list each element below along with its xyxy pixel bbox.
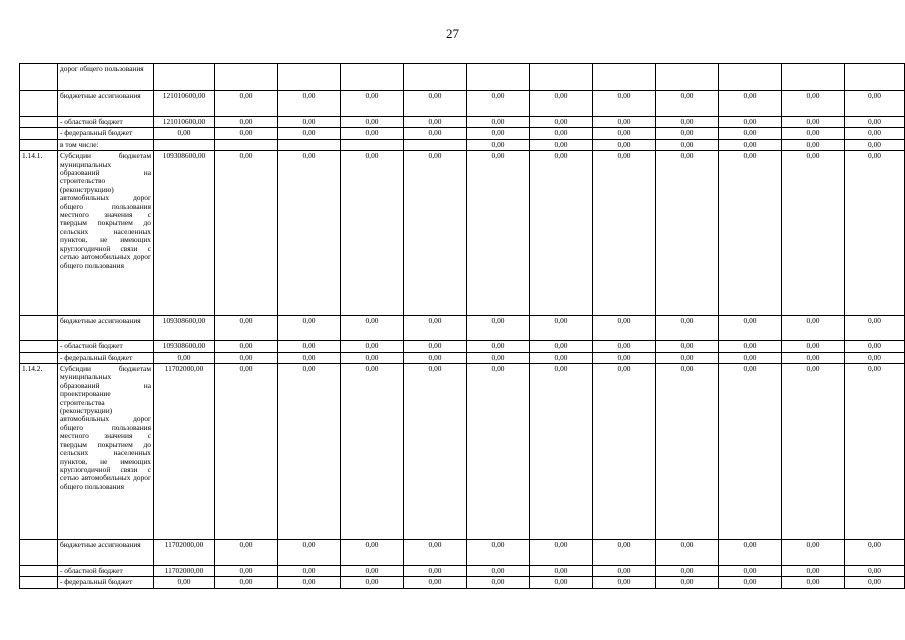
value-cell: 0,00 <box>278 341 341 352</box>
value-cell: 0,00 <box>404 91 467 117</box>
value-cell: 0,00 <box>719 117 782 128</box>
value-cell: 0,00 <box>278 566 341 577</box>
value-cell <box>530 64 593 91</box>
row-code-cell <box>20 139 58 150</box>
value-cell: 0,00 <box>782 139 845 150</box>
row-total-cell: 11702000,00 <box>154 566 215 577</box>
value-cell: 0,00 <box>593 128 656 139</box>
value-cell: 0,00 <box>341 364 404 540</box>
value-cell: 0,00 <box>215 566 278 577</box>
value-cell: 0,00 <box>593 151 656 316</box>
row-code-cell <box>20 316 58 341</box>
value-cell: 0,00 <box>467 566 530 577</box>
value-cell: 0,00 <box>404 364 467 540</box>
row-code-cell <box>20 540 58 566</box>
value-cell: 0,00 <box>845 341 905 352</box>
value-cell: 0,00 <box>341 352 404 363</box>
value-cell: 0,00 <box>656 91 719 117</box>
row-name-cell: бюджетные ассигнования <box>58 316 154 341</box>
row-code-cell <box>20 341 58 352</box>
value-cell: 0,00 <box>215 341 278 352</box>
value-cell: 0,00 <box>719 352 782 363</box>
value-cell: 0,00 <box>782 316 845 341</box>
row-name-cell: Субсидии бюджетам муниципальных образований на проектирование строительства (реконструкции) автомобильных дорог общего пользования местного значения с твердым покрытием до сельских населенных пунктов, не имеющих круглогодичной связи с сетью автомобильных дорог общего пользования <box>58 364 154 540</box>
value-cell: 0,00 <box>467 341 530 352</box>
value-cell: 0,00 <box>278 540 341 566</box>
value-cell: 0,00 <box>530 128 593 139</box>
row-code-cell <box>20 91 58 117</box>
value-cell: 0,00 <box>845 364 905 540</box>
value-cell: 0,00 <box>341 91 404 117</box>
table-row <box>20 316 905 341</box>
value-cell: 0,00 <box>593 352 656 363</box>
row-name-cell: дорог общего пользования <box>58 64 154 91</box>
value-cell: 0,00 <box>467 316 530 341</box>
value-cell: 0,00 <box>782 364 845 540</box>
value-cell: 0,00 <box>530 364 593 540</box>
table-row <box>20 91 905 117</box>
value-cell <box>782 64 845 91</box>
row-name-cell: - федеральный бюджет <box>58 352 154 363</box>
page-number: 27 <box>446 26 459 41</box>
value-cell: 0,00 <box>845 316 905 341</box>
value-cell <box>341 64 404 91</box>
value-cell <box>278 64 341 91</box>
value-cell: 0,00 <box>719 577 782 588</box>
value-cell: 0,00 <box>719 91 782 117</box>
row-total-cell: 11702000,00 <box>154 364 215 540</box>
value-cell: 0,00 <box>782 577 845 588</box>
value-cell: 0,00 <box>215 577 278 588</box>
row-name-cell: Субсидии бюджетам муниципальных образований на строительство (реконструкцию) автомобильных дорог общего пользования местного значения с твердым покрытием до сельских населенных пунктов, не имеющих круглогодичной связи с сетью автомобильных дорог общего пользования <box>58 151 154 316</box>
value-cell: 0,00 <box>845 117 905 128</box>
value-cell: 0,00 <box>341 540 404 566</box>
row-code-cell <box>20 128 58 139</box>
row-total-cell: 109308600,00 <box>154 316 215 341</box>
row-total-cell <box>154 64 215 91</box>
value-cell: 0,00 <box>530 341 593 352</box>
budget-table <box>19 63 905 589</box>
value-cell: 0,00 <box>467 577 530 588</box>
value-cell: 0,00 <box>341 128 404 139</box>
table-row <box>20 151 905 316</box>
table-row <box>20 64 905 91</box>
row-total-cell: 121010600,00 <box>154 91 215 117</box>
table-row <box>20 341 905 352</box>
value-cell: 0,00 <box>404 151 467 316</box>
value-cell: 0,00 <box>719 341 782 352</box>
value-cell: 0,00 <box>845 352 905 363</box>
value-cell: 0,00 <box>341 566 404 577</box>
value-cell: 0,00 <box>404 566 467 577</box>
value-cell: 0,00 <box>215 352 278 363</box>
value-cell: 0,00 <box>404 577 467 588</box>
row-total-cell: 0,00 <box>154 128 215 139</box>
table-row <box>20 540 905 566</box>
table-row <box>20 139 905 150</box>
table-row <box>20 128 905 139</box>
value-cell: 0,00 <box>215 128 278 139</box>
value-cell: 0,00 <box>593 139 656 150</box>
row-code-cell <box>20 352 58 363</box>
value-cell: 0,00 <box>467 364 530 540</box>
value-cell: 0,00 <box>656 341 719 352</box>
value-cell: 0,00 <box>278 128 341 139</box>
row-name-cell: - областной бюджет <box>58 341 154 352</box>
value-cell: 0,00 <box>278 91 341 117</box>
value-cell: 0,00 <box>845 540 905 566</box>
value-cell: 0,00 <box>530 352 593 363</box>
value-cell: 0,00 <box>719 364 782 540</box>
value-cell <box>215 64 278 91</box>
value-cell: 0,00 <box>782 540 845 566</box>
value-cell: 0,00 <box>845 91 905 117</box>
value-cell: 0,00 <box>530 151 593 316</box>
value-cell: 0,00 <box>782 352 845 363</box>
value-cell <box>215 139 278 150</box>
row-name-cell: в том числе: <box>58 139 154 150</box>
value-cell: 0,00 <box>593 117 656 128</box>
value-cell: 0,00 <box>719 566 782 577</box>
value-cell: 0,00 <box>530 566 593 577</box>
value-cell: 0,00 <box>593 341 656 352</box>
value-cell <box>278 139 341 150</box>
value-cell: 0,00 <box>593 540 656 566</box>
value-cell: 0,00 <box>656 540 719 566</box>
value-cell: 0,00 <box>341 151 404 316</box>
value-cell <box>656 64 719 91</box>
value-cell: 0,00 <box>404 341 467 352</box>
value-cell <box>719 64 782 91</box>
row-name-cell: - областной бюджет <box>58 566 154 577</box>
value-cell: 0,00 <box>530 577 593 588</box>
value-cell: 0,00 <box>656 117 719 128</box>
value-cell: 0,00 <box>341 117 404 128</box>
row-total-cell <box>154 139 215 150</box>
value-cell: 0,00 <box>782 128 845 139</box>
row-code-cell <box>20 566 58 577</box>
value-cell: 0,00 <box>656 566 719 577</box>
value-cell: 0,00 <box>278 316 341 341</box>
value-cell: 0,00 <box>656 364 719 540</box>
value-cell: 0,00 <box>530 540 593 566</box>
value-cell: 0,00 <box>215 540 278 566</box>
table-row <box>20 577 905 588</box>
value-cell: 0,00 <box>593 566 656 577</box>
value-cell: 0,00 <box>530 139 593 150</box>
row-total-cell: 109308600,00 <box>154 151 215 316</box>
row-name-cell: бюджетные ассигнования <box>58 540 154 566</box>
value-cell: 0,00 <box>845 151 905 316</box>
value-cell: 0,00 <box>593 577 656 588</box>
value-cell: 0,00 <box>530 117 593 128</box>
row-total-cell: 121010600,00 <box>154 117 215 128</box>
row-code-cell: 1.14.1. <box>20 151 58 316</box>
value-cell: 0,00 <box>656 577 719 588</box>
row-name-cell: - областной бюджет <box>58 117 154 128</box>
value-cell: 0,00 <box>719 316 782 341</box>
value-cell: 0,00 <box>467 540 530 566</box>
value-cell: 0,00 <box>656 352 719 363</box>
value-cell: 0,00 <box>341 341 404 352</box>
value-cell: 0,00 <box>467 151 530 316</box>
row-name-cell: - федеральный бюджет <box>58 577 154 588</box>
row-code-cell: 1.14.2. <box>20 364 58 540</box>
value-cell: 0,00 <box>215 151 278 316</box>
row-name-cell: бюджетные ассигнования <box>58 91 154 117</box>
row-total-cell: 11702000,00 <box>154 540 215 566</box>
value-cell: 0,00 <box>845 128 905 139</box>
value-cell: 0,00 <box>404 316 467 341</box>
value-cell <box>593 64 656 91</box>
value-cell: 0,00 <box>467 117 530 128</box>
value-cell: 0,00 <box>215 91 278 117</box>
row-code-cell <box>20 577 58 588</box>
value-cell: 0,00 <box>845 566 905 577</box>
value-cell <box>845 64 905 91</box>
value-cell: 0,00 <box>278 364 341 540</box>
value-cell: 0,00 <box>467 128 530 139</box>
value-cell: 0,00 <box>593 364 656 540</box>
value-cell: 0,00 <box>404 117 467 128</box>
value-cell: 0,00 <box>845 139 905 150</box>
value-cell: 0,00 <box>341 316 404 341</box>
value-cell: 0,00 <box>782 117 845 128</box>
value-cell: 0,00 <box>719 540 782 566</box>
value-cell: 0,00 <box>215 316 278 341</box>
value-cell: 0,00 <box>593 316 656 341</box>
value-cell: 0,00 <box>656 151 719 316</box>
value-cell: 0,00 <box>467 139 530 150</box>
value-cell: 0,00 <box>656 316 719 341</box>
row-name-cell: - федеральный бюджет <box>58 128 154 139</box>
row-code-cell <box>20 117 58 128</box>
value-cell: 0,00 <box>656 128 719 139</box>
table-row <box>20 352 905 363</box>
value-cell: 0,00 <box>278 577 341 588</box>
value-cell: 0,00 <box>656 139 719 150</box>
value-cell: 0,00 <box>278 117 341 128</box>
value-cell: 0,00 <box>278 352 341 363</box>
value-cell: 0,00 <box>782 341 845 352</box>
value-cell: 0,00 <box>782 151 845 316</box>
value-cell: 0,00 <box>593 91 656 117</box>
row-total-cell: 109308600,00 <box>154 341 215 352</box>
value-cell: 0,00 <box>719 139 782 150</box>
value-cell: 0,00 <box>530 91 593 117</box>
value-cell: 0,00 <box>782 91 845 117</box>
table-row <box>20 364 905 540</box>
table-row <box>20 566 905 577</box>
value-cell: 0,00 <box>719 151 782 316</box>
value-cell: 0,00 <box>719 128 782 139</box>
value-cell: 0,00 <box>530 316 593 341</box>
row-code-cell <box>20 64 58 91</box>
table-row <box>20 117 905 128</box>
value-cell: 0,00 <box>404 540 467 566</box>
value-cell: 0,00 <box>782 566 845 577</box>
value-cell: 0,00 <box>278 151 341 316</box>
value-cell <box>467 64 530 91</box>
value-cell: 0,00 <box>404 352 467 363</box>
value-cell: 0,00 <box>845 577 905 588</box>
row-total-cell: 0,00 <box>154 352 215 363</box>
value-cell: 0,00 <box>215 117 278 128</box>
value-cell <box>404 139 467 150</box>
value-cell: 0,00 <box>467 91 530 117</box>
value-cell <box>404 64 467 91</box>
value-cell <box>341 139 404 150</box>
value-cell: 0,00 <box>467 352 530 363</box>
value-cell: 0,00 <box>215 364 278 540</box>
row-total-cell: 0,00 <box>154 577 215 588</box>
value-cell: 0,00 <box>404 128 467 139</box>
value-cell: 0,00 <box>341 577 404 588</box>
